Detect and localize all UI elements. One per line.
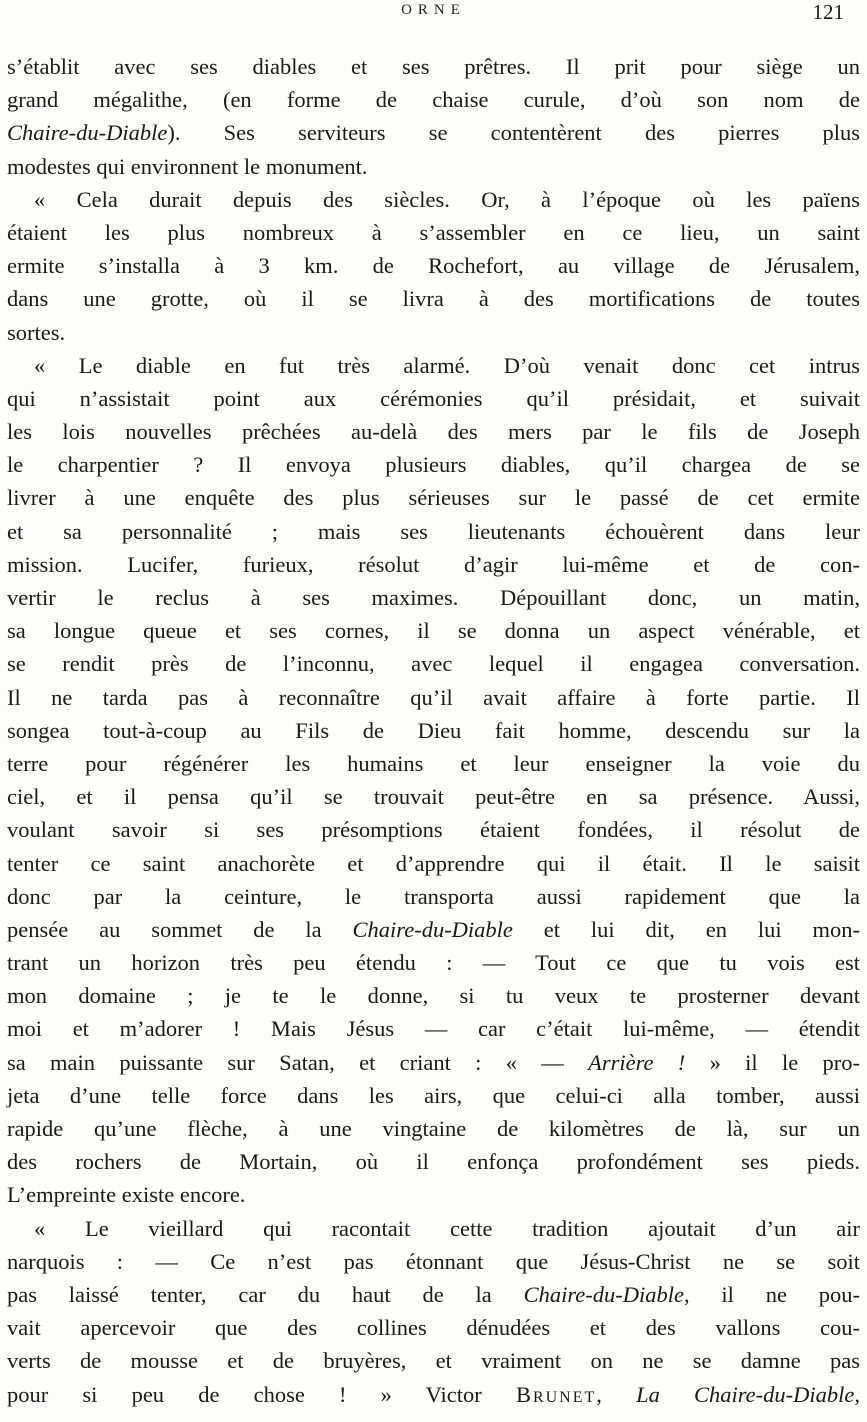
italic-text: Chaire-du-Diable	[523, 1281, 684, 1307]
page-number: 121	[812, 0, 844, 24]
text-line	[7, 647, 860, 680]
italic-text: La Chaire-du-Diable,	[636, 1381, 861, 1407]
text-line	[7, 813, 860, 846]
text-segment: des rochers de Mortain, où il enfonça profondément ses pieds.	[7, 1149, 860, 1175]
text-segment: voulant savoir si ses présomptions étaient fondées, il résolut de	[7, 817, 860, 843]
text-line	[7, 1344, 860, 1377]
text-segment: étaient les plus nombreux à s’assembler en ce lieu, un saint	[7, 219, 860, 245]
text-line	[7, 847, 860, 880]
smallcaps-text: Brunet	[515, 1381, 597, 1407]
text-segment: moi et m’adorer ! Mais Jésus — car c’était lui-même, — étendit	[7, 1016, 860, 1042]
text-line	[7, 548, 860, 581]
text-line	[7, 50, 860, 83]
text-line	[7, 1311, 860, 1344]
text-segment: , il ne pou-	[683, 1281, 861, 1307]
text-segment: « Le vieillard qui racontait cette tradition ajoutait d’un air	[34, 1215, 860, 1241]
text-line	[7, 183, 860, 216]
text-segment: vertir le reclus à ses maximes. Dépouillant donc, un matin,	[7, 585, 860, 610]
text-segment: terre pour régénérer les humains et leur enseigner la voie du	[7, 750, 860, 776]
text-block	[7, 50, 860, 1411]
text-line	[7, 1046, 860, 1079]
text-segment: pensée au sommet de la	[7, 916, 353, 942]
text-segment: les lois nouvelles prêchées au-delà des mers par le fils de Joseph	[7, 419, 860, 445]
text-line	[7, 1212, 860, 1245]
running-title: ORNE	[401, 2, 466, 18]
text-line	[7, 946, 860, 979]
text-line	[7, 282, 860, 315]
text-segment: ,	[596, 1381, 637, 1407]
text-line	[7, 83, 860, 116]
text-segment: L’empreinte existe encore.	[7, 1182, 246, 1208]
text-line	[7, 1378, 860, 1411]
italic-text: Chaire-du-Diable	[7, 120, 168, 146]
text-line	[7, 614, 860, 647]
text-segment: « Cela durait depuis des siècles. Or, à l’époque où les païens	[34, 186, 860, 212]
text-line	[7, 1178, 860, 1211]
text-segment: » il le pro-	[685, 1049, 860, 1075]
italic-text: Chaire-du-Diable	[352, 916, 513, 942]
text-line	[7, 1079, 860, 1112]
text-segment: ). Ses serviteurs se contentèrent des pierres plus	[167, 120, 860, 146]
text-segment: qui n’assistait point aux cérémonies qu’il présidait, et suivait	[7, 385, 860, 411]
text-segment: ciel, et il pensa qu’il se trouvait peut-être en sa présence. Aussi,	[7, 784, 860, 810]
text-segment: sortes.	[7, 319, 66, 345]
text-segment: verts de mousse et de bruyères, et vraiment on ne se damne pas	[7, 1348, 860, 1374]
text-segment: sa main puissante sur Satan, et criant : « —	[7, 1049, 589, 1075]
text-line	[7, 1278, 860, 1311]
text-line	[7, 747, 860, 780]
text-segment: songea tout-à-coup au Fils de Dieu fait homme, descendu sur la	[7, 717, 860, 743]
text-segment: modestes qui environnent le monument.	[7, 153, 368, 179]
text-line	[7, 216, 860, 249]
text-line	[7, 681, 860, 714]
text-segment: s’établit avec ses diables et ses prêtres. Il prit pour siège un	[7, 54, 860, 79]
text-segment: livrer à une enquête des plus sérieuses sur le passé de cet ermite	[7, 485, 860, 511]
text-line	[7, 349, 860, 382]
text-segment: grand mégalithe, (en forme de chaise curule, d’où son nom de	[7, 87, 860, 113]
text-segment: mission. Lucifer, furieux, résolut d’agir lui-même et de con-	[7, 551, 860, 577]
text-line	[7, 979, 860, 1012]
text-segment: pour si peu de chose ! » Victor	[7, 1381, 516, 1407]
text-line	[7, 780, 860, 813]
text-line	[7, 1245, 860, 1278]
text-segment: le charpentier ? Il envoya plusieurs diables, qu’il chargea de se	[7, 452, 860, 478]
text-segment: jeta d’une telle force dans les airs, que celui-ci alla tomber, aussi	[7, 1082, 860, 1108]
text-line	[7, 515, 860, 548]
text-line	[7, 880, 860, 913]
text-line	[7, 581, 860, 614]
text-segment: sa longue queue et ses cornes, il se donna un aspect vénérable, et	[7, 618, 860, 644]
text-line	[7, 481, 860, 514]
text-segment: rapide qu’une flèche, à une vingtaine de kilomètres de là, sur un	[7, 1116, 860, 1141]
text-segment: et lui dit, en lui mon-	[512, 916, 860, 942]
text-segment: « Le diable en fut très alarmé. D’où venait donc cet intrus	[34, 352, 860, 378]
text-segment: Il ne tarda pas à reconnaître qu’il avait affaire à forte partie. Il	[7, 684, 860, 710]
text-segment: pas laissé tenter, car du haut de la	[7, 1281, 524, 1307]
text-segment: tenter ce saint anachorète et d’apprendre qui il était. Il le saisit	[7, 850, 860, 876]
text-segment: donc par la ceinture, le transporta aussi rapidement que la	[7, 883, 860, 909]
text-segment: se rendit près de l’inconnu, avec lequel il engagea conversation.	[7, 651, 860, 677]
text-line	[7, 1145, 860, 1178]
text-line	[7, 249, 860, 282]
text-line	[7, 415, 860, 448]
text-line	[7, 116, 860, 149]
text-line	[7, 1112, 860, 1145]
text-segment: narquois : — Ce n’est pas étonnant que Jésus-Christ ne se soit	[7, 1248, 860, 1274]
text-segment: ermite s’installa à 3 km. de Rochefort, au village de Jérusalem,	[7, 253, 860, 279]
text-line	[7, 1012, 860, 1045]
text-segment: mon domaine ; je te le donne, si tu veux te prosterner devant	[7, 983, 860, 1009]
text-line	[7, 913, 860, 946]
italic-text: Arrière !	[588, 1049, 686, 1075]
text-segment: vait apercevoir que des collines dénudées et des vallons cou-	[7, 1315, 860, 1341]
text-segment: trant un horizon très peu étendu : — Tout ce que tu vois est	[7, 950, 860, 976]
text-segment: dans une grotte, où il se livra à des mortifications de toutes	[7, 286, 860, 312]
text-line	[7, 448, 860, 481]
text-line	[7, 382, 860, 415]
text-line	[7, 150, 860, 183]
text-segment: et sa personnalité ; mais ses lieutenants échouèrent dans leur	[7, 518, 860, 544]
text-line	[7, 316, 860, 349]
text-line	[7, 714, 860, 747]
